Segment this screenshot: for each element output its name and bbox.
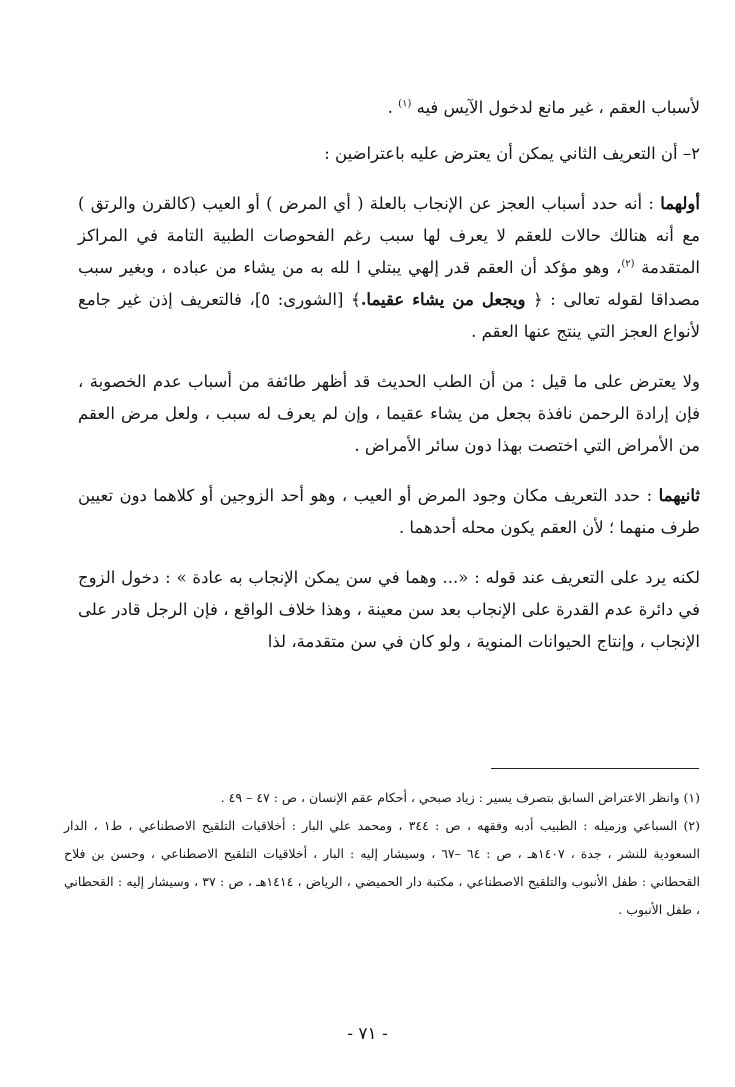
paragraph-4: ولا يعترض على ما قيل : من أن الطب الحديث قد أظهر طائفة من أسباب عدم الخصوبة ، فإن إرادة الرحمن نافذة بجعل من يشاء عقيما ، وإن لم يعرف له سبب ، ولعل مرض العقم من الأمراض التي اختصت بهذا دون سائر الأمراض . [78, 372, 700, 455]
paragraph-3-text-c: ﴾ [الشورى: ٥]، فالتعريف إذن غير جامع لأنواع العجز التي ينتج عنها العقم . [78, 290, 700, 341]
paragraph-6: لكنه يرد على التعريف عند قوله : «... وهما في سن يمكن الإنجاب به عادة » : دخول الزوج في دائرة عدم القدرة على الإنجاب بعد سن معينة ، وهذا خلاف الواقع ، فإن الرجل قادر على الإنجاب ، وإنتاج الحيوانات المنوية ، ولو كان في سن متقدمة، لذا [78, 568, 700, 651]
paragraph-1-text: لأسباب العقم ، غير مانع لدخول الآيس فيه [416, 98, 700, 117]
paragraph-1-end: . [387, 98, 399, 117]
footnotes [64, 784, 700, 924]
footnote-divider [491, 768, 699, 769]
footnote-2: (٢) السباعي وزميله : الطبيب أدبه وفقهه ، ص : ٣٤٤ ، ومحمد علي البار : أخلاقيات التلقيح الاصطناعي ، ط١ ، الدار السعودية للنشر ، جدة ، ١٤٠٧هـ ، ص : ٦٤ –٦٧ ، وسيشار إليه : البار ، أخلاقيات التلقيح الاصطناعي ، وحسن بن فلاح القحطاني : طفل الأنبوب والتلقيح الاصطناعي ، مكتبة دار الحميضي ، الرياض ، ١٤١٤هـ ، ص : ٣٧ ، وسيشار إليه : القحطاني ، طفل الأنبوب . [64, 818, 701, 917]
main-text [78, 92, 700, 658]
footnote-ref-1[interactable]: (١) [398, 98, 412, 110]
page-number: - ٧١ - [347, 1024, 388, 1044]
first-objection-label: أولهما [660, 194, 700, 213]
paragraph-3-text-b: ، وهو مؤكد أن العقم قدر إلهي يبتلي ا لله به من يشاء من عباده ، وبغير سبب مصداقا لقوله تعالى : ﴿ [78, 258, 700, 309]
paragraph-5-text: : حدد التعريف مكان وجود المرض أو العيب ، وهو أحد الزوجين أو كلاهما دون تعيين طرف منهما ؛ لأن العقم يكون محله أحدهما . [78, 486, 700, 537]
paragraph-3-text-a: : أنه حدد أسباب العجز عن الإنجاب بالعلة ( أي المرض ) أو العيب (كالقرن والرتق ) مع أنه هنالك حالات للعقم لا يعرف لها سبب رغم الفحوصات الطبية التامة في المراكز المتقدمة [78, 194, 700, 277]
paragraph-2: ٢– أن التعريف الثاني يمكن أن يعترض عليه باعتراضين : [324, 144, 700, 163]
paragraph-1 [78, 92, 700, 124]
second-objection-label: ثانيهما [658, 486, 700, 505]
footnote-1: (١) وانظر الاعتراض السابق بتصرف يسير : زياد صبحي ، أحكام عقم الإنسان ، ص : ٤٧ – ٤٩ . [220, 790, 700, 805]
footnote-ref-2[interactable]: (٢) [621, 258, 635, 270]
paragraph-5 [78, 480, 700, 544]
quran-quote: ويجعل من يشاء عقيما. [360, 290, 526, 309]
paragraph-3 [78, 188, 700, 348]
